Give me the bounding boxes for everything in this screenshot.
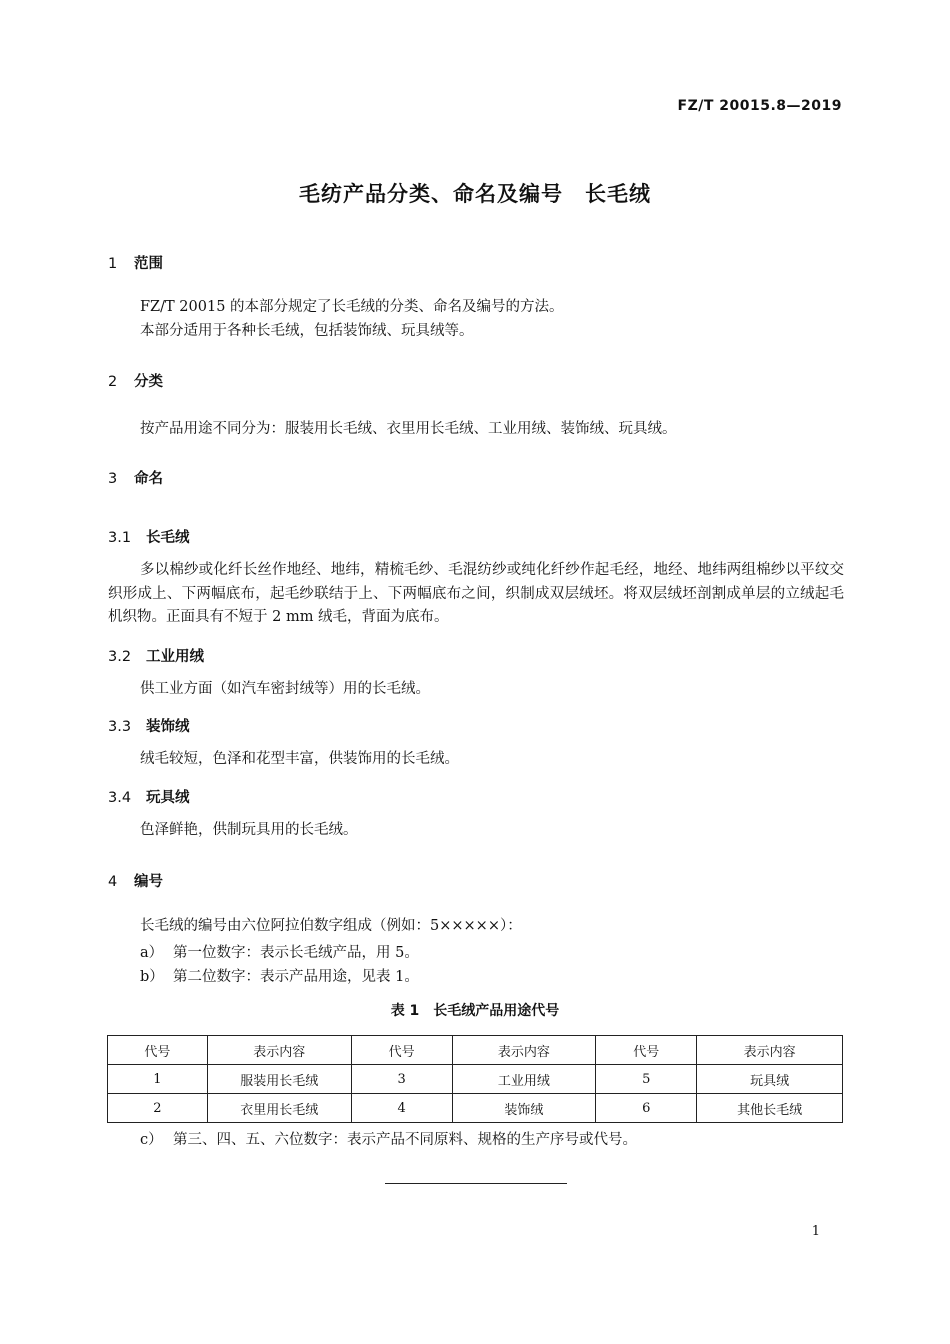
list-item-b [140,965,419,986]
section-title: 编号 [134,874,163,890]
list-text: 第一位数字：表示长毛绒产品，用 5。 [173,945,419,961]
table-header-cell: 表示内容 [697,1036,843,1065]
section-number: 3.2 [108,649,132,665]
table-header-cell: 代号 [596,1036,697,1065]
table-header-cell: 表示内容 [207,1036,351,1065]
table-cell: 3 [351,1065,452,1094]
section-title: 分类 [134,374,163,390]
usage-code-table [107,1035,843,1123]
section-number: 2 [108,374,118,390]
industrial-definition-paragraph: 供工业方面（如汽车密封绒等）用的长毛绒。 [140,681,430,697]
scope-paragraph-2: 本部分适用于各种长毛绒，包括装饰绒、玩具绒等。 [140,323,474,339]
list-item-a [140,941,419,962]
numbering-paragraph: 长毛绒的编号由六位阿拉伯数字组成（例如：5×××××）： [140,918,522,934]
list-marker: a） [140,945,164,961]
list-item-c [140,1128,637,1149]
table-header-cell: 代号 [108,1036,208,1065]
toy-definition-paragraph: 色泽鲜艳，供制玩具用的长毛绒。 [140,822,358,838]
section-title: 长毛绒 [146,530,190,546]
standard-code: FZ/T 20015.8—2019 [677,98,842,114]
table-cell: 1 [108,1065,208,1094]
decorative-definition-paragraph: 绒毛较短，色泽和花型丰富，供装饰用的长毛绒。 [140,751,459,767]
section-number: 4 [108,874,118,890]
subsection-heading-industrial [108,645,204,666]
table-cell: 6 [596,1094,697,1123]
page-title: 毛纺产品分类、命名及编号 长毛绒 [299,182,651,206]
section-heading-scope [108,252,163,273]
classification-paragraph: 按产品用途不同分为：服装用长毛绒、衣里用长毛绒、工业用绒、装饰绒、玩具绒。 [140,421,677,437]
table-caption: 表 1 长毛绒产品用途代号 [390,1003,560,1019]
list-text: 第二位数字：表示产品用途，见表 1。 [173,969,419,985]
subsection-heading-decorative [108,715,190,736]
section-number: 3.1 [108,530,132,546]
table-cell: 工业用绒 [452,1065,596,1094]
section-heading-numbering [108,870,163,891]
table-row [108,1065,843,1094]
section-title: 命名 [134,471,163,487]
section-number: 3.3 [108,719,132,735]
table-header-row [108,1036,843,1065]
table-cell: 玩具绒 [697,1065,843,1094]
table-cell: 5 [596,1065,697,1094]
section-heading-classification [108,370,163,391]
table-header-cell: 代号 [351,1036,452,1065]
section-title: 装饰绒 [146,719,190,735]
table-row [108,1094,843,1123]
table-cell: 衣里用长毛绒 [207,1094,351,1123]
plush-definition-paragraph: 多以棉纱或化纤长丝作地经、地纬，精梳毛纱、毛混纺纱或纯化纤纱作起毛经，地经、地纬两组棉纱以平纹交织形成上、下两幅底布，起毛纱联结于上、下两幅底布之间，织制成双层绒坯。将双层绒坯剖割成单层的立绒起毛机织物。正面具有不短于 2 mm 绒毛，背面为底布。 [108,562,844,625]
section-heading-naming [108,467,163,488]
section-number: 3.4 [108,790,132,806]
table-cell: 2 [108,1094,208,1123]
subsection-heading-plush [108,526,190,547]
table-header-cell: 表示内容 [452,1036,596,1065]
list-marker: c） [140,1132,163,1148]
section-title: 范围 [134,256,163,272]
list-text: 第三、四、五、六位数字：表示产品不同原料、规格的生产序号或代号。 [173,1132,637,1148]
section-number: 3 [108,471,118,487]
subsection-heading-toy [108,786,190,807]
table-cell: 其他长毛绒 [697,1094,843,1123]
section-title: 工业用绒 [146,649,204,665]
table-cell: 服装用长毛绒 [207,1065,351,1094]
section-number: 1 [108,256,118,272]
page-number: 1 [811,1224,820,1239]
section-title: 玩具绒 [146,790,190,806]
scope-paragraph-1: FZ/T 20015 的本部分规定了长毛绒的分类、命名及编号的方法。 [140,299,564,315]
end-rule [385,1183,567,1184]
list-marker: b） [140,969,164,985]
table-cell: 4 [351,1094,452,1123]
table-cell: 装饰绒 [452,1094,596,1123]
